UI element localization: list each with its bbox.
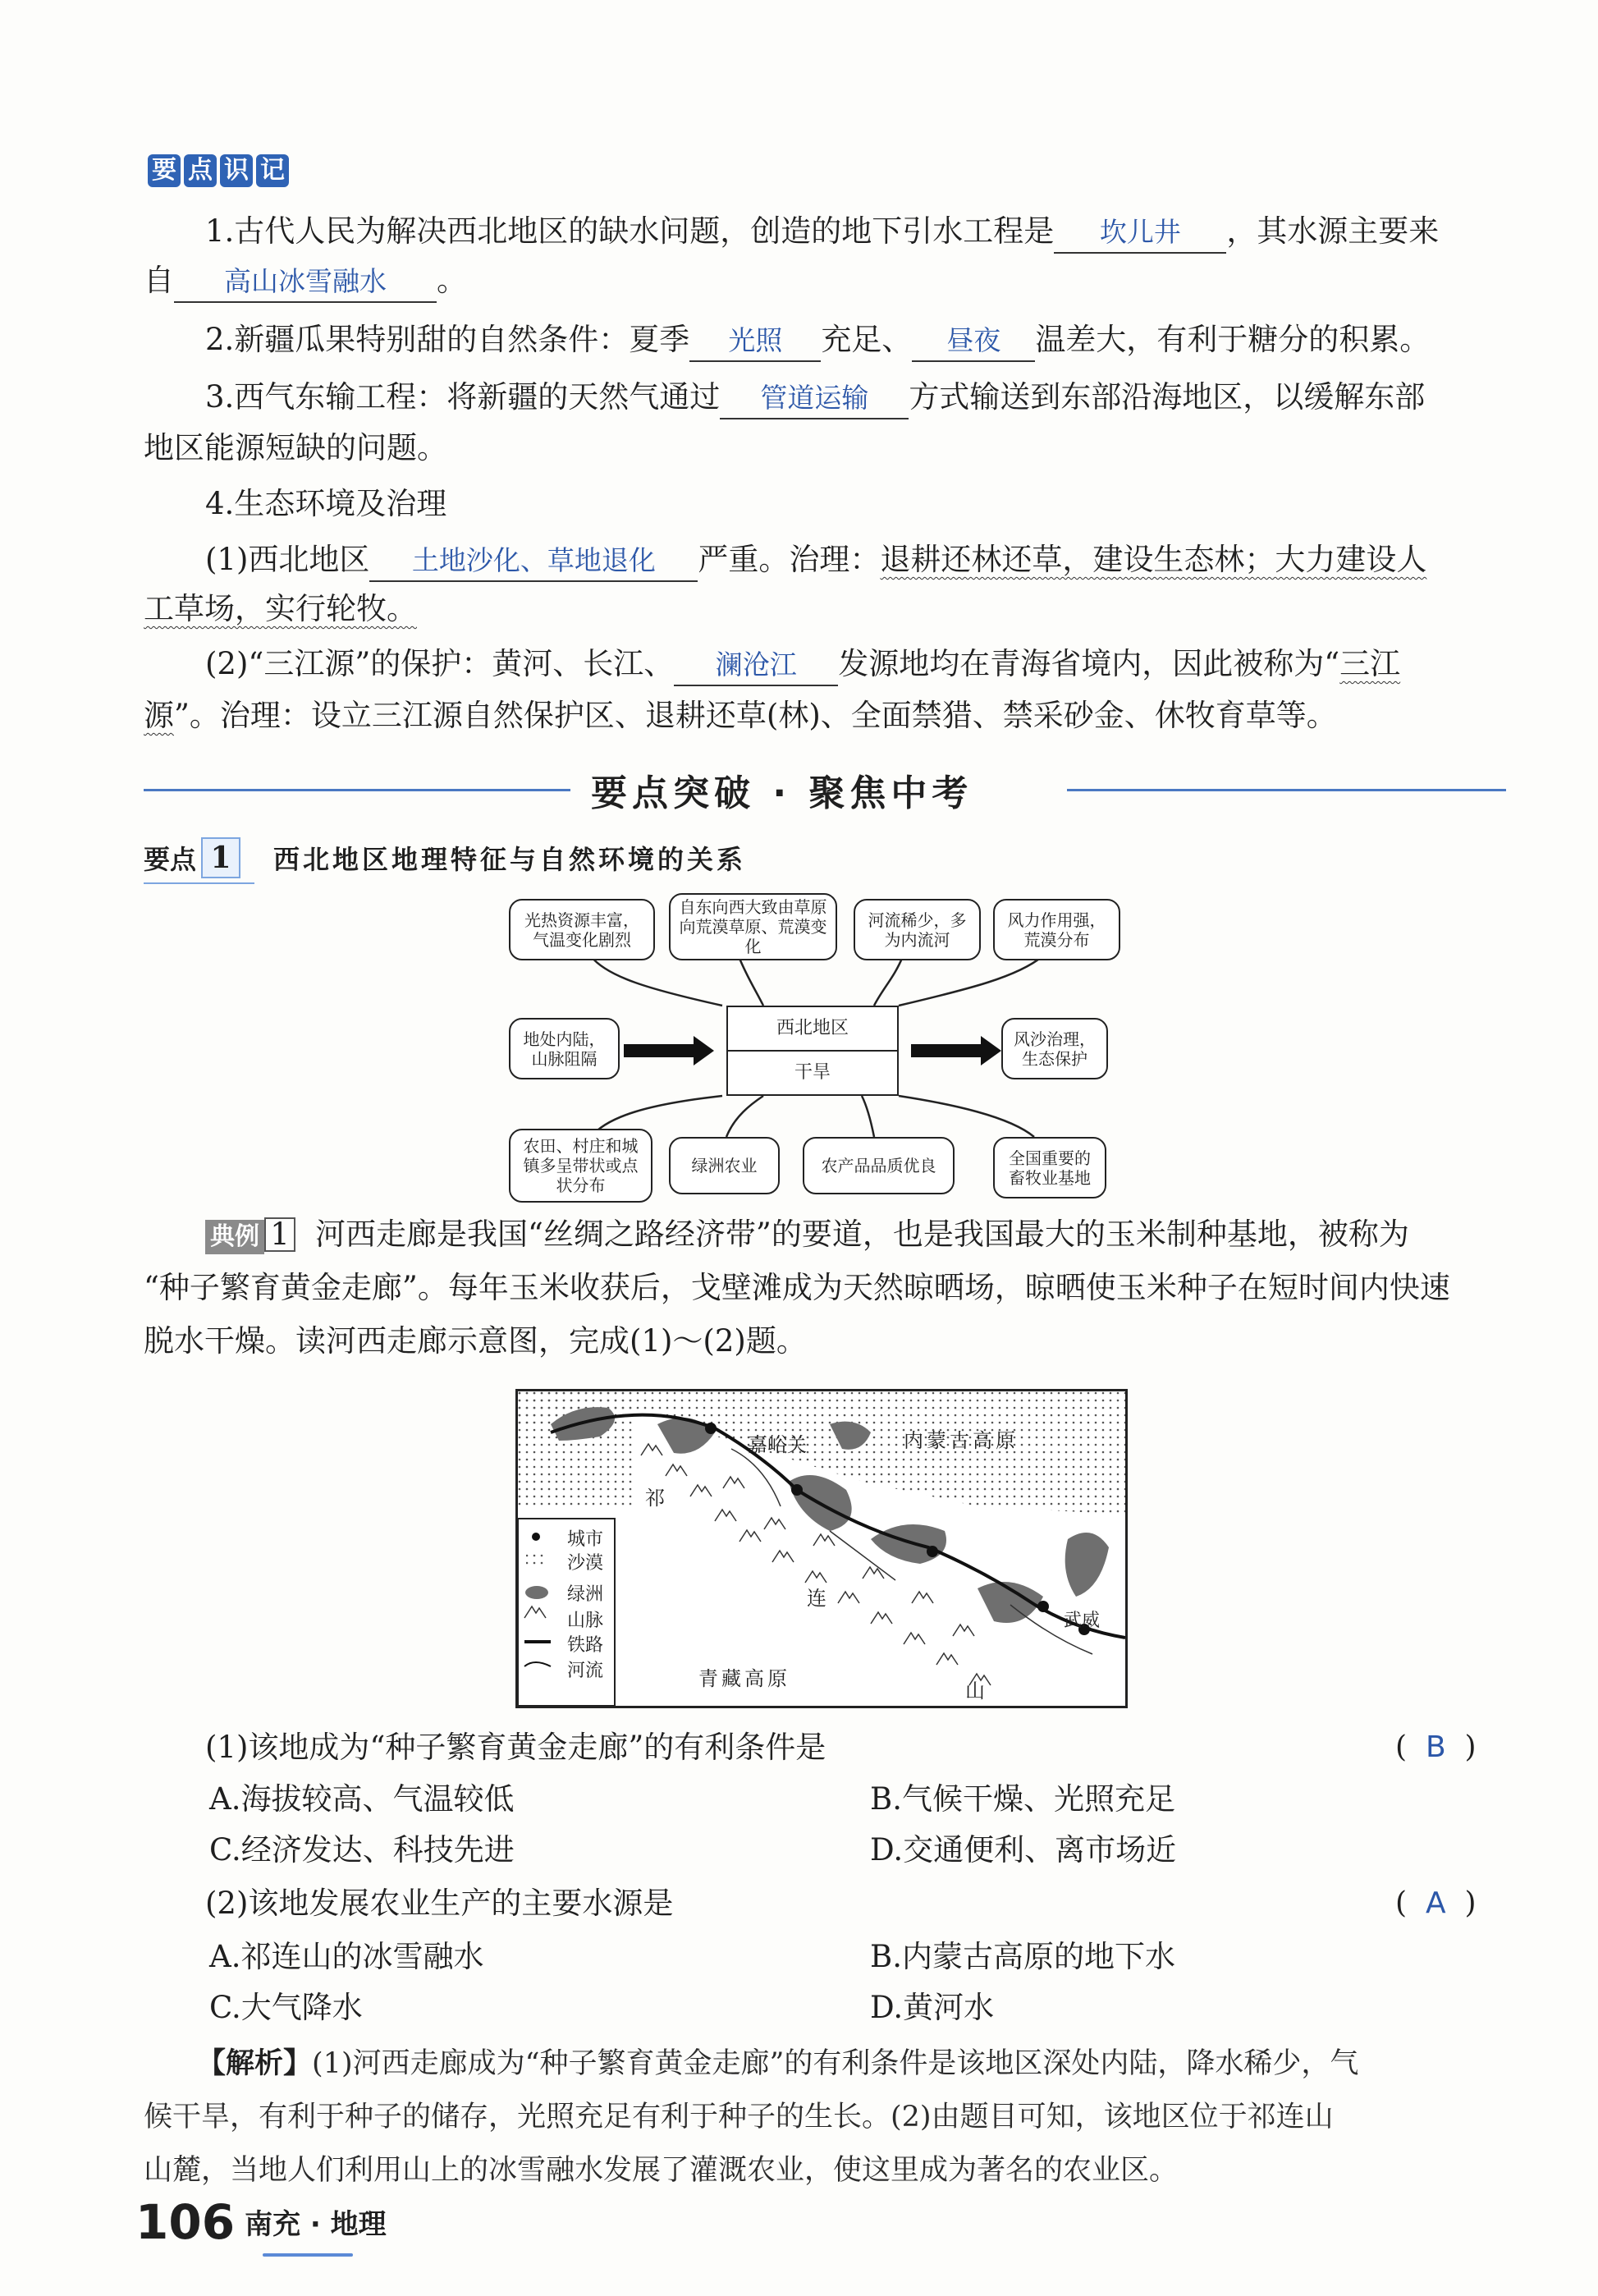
option: B.内蒙古高原的地下水 [870,1939,1175,1974]
option: B.气候干燥、光照充足 [870,1781,1175,1817]
page-footer [135,2196,387,2248]
connector [862,1096,874,1137]
analysis-line-3: 山麓，当地人们利用山上的冰雪融水发展了灌溉农业，使这里成为著名的农业区。 [144,2154,1179,2187]
diagram-node: 农产品品质优良 [803,1137,955,1194]
legend-desert-symbol [526,1552,547,1567]
footer-text: 南充 · 地理 [245,2208,387,2241]
connector [874,956,903,1006]
answer-blank: 坎儿井 [1054,213,1226,254]
analysis-tag: 【解析】 [197,2047,313,2080]
diagram-node: 河流稀少，多为内流河 [854,899,981,960]
answer-blank: 光照 [689,321,821,362]
item-4-p1-line-1: (1)西北地区 土地沙化、草地退化 严重。治理：退耕还林还草，建设生态林；大力建设人 [205,540,1426,582]
item-4-p2-line-1: (2)“三江源”的保护：黄河、长江、 澜沧江 发源地均在青海省境内，因此被称为“三江 [205,644,1400,686]
legend-label: 铁路 [567,1635,604,1656]
connector [899,1096,1034,1137]
arrow-right-icon [911,1036,1001,1066]
option: C.大气降水 [209,1990,363,2025]
option: A.祁连山的冰雪融水 [209,1939,484,1974]
item-3-line-1: 3.西气东输工程：将新疆的天然气通过 管道运输 方式输送到东部沿海地区，以缓解东部 [205,378,1425,419]
diagram-node: 全国重要的畜牧业基地 [993,1137,1106,1198]
map-label: 内蒙古高原 [904,1429,1019,1452]
example-line-3: 脱水干燥。读河西走廊示意图，完成(1)～(2)题。 [144,1323,807,1359]
analysis-line-1: 【解析】(1)河西走廊成为“种子繁育黄金走廊”的有利条件是该地区深处内陆，降水稀少，气 [197,2047,1359,2080]
tag-char: 识 [220,154,253,187]
footer-underline [263,2253,353,2257]
diagram-node: 自东向西大致由草原向荒漠草原、荒漠变化 [669,893,837,960]
example-line-1: 典例 1 河西走廊是我国“丝绸之路经济带”的要道，也是我国最大的玉米制种基地，被称为 [205,1215,1409,1254]
item-1-line-2: 自 高山冰雪融水 。 [144,261,467,303]
diagram-node: 光热资源丰富，气温变化剧烈 [509,899,655,960]
center-bottom: 干旱 [794,1062,831,1083]
item-4-title: 4.生态环境及治理 [205,486,447,521]
map-label: 嘉峪关 [748,1433,807,1456]
map-label: 武威 [1064,1611,1101,1631]
item-4-p1-line-2: 工草场，实行轮牧。 [144,591,417,626]
option: D.交通便利、离市场近 [870,1832,1177,1868]
connector [739,956,763,1006]
diagram-node: 农田、村庄和城镇多呈带状或点状分布 [509,1129,652,1203]
option: A.海拔较高、气温较低 [209,1781,515,1817]
example-tag: 典例 [205,1220,264,1254]
desert-area [518,1391,633,1506]
diagram-center [726,1006,899,1096]
example-number: 1 [264,1217,295,1252]
question-1-stem: (1)该地成为“种子繁育黄金走廊”的有利条件是 [205,1730,826,1765]
question-2-stem: (2)该地发展农业生产的主要水源是 [205,1886,674,1921]
tag-char: 要 [148,154,181,187]
legend-oasis-symbol [525,1586,548,1599]
map-label: 青藏高原 [698,1667,790,1690]
question-1-answer: ( B ) [1395,1730,1477,1764]
item-1-line-1: 1.古代人民为解决西北地区的缺水问题，创造的地下引水工程是 坎儿井 ，其水源主要来 [205,212,1439,254]
point-number: 1 [201,837,240,878]
legend-label: 绿洲 [567,1584,604,1605]
item-3-line-2: 地区能源短缺的问题。 [144,430,447,465]
answer-blank: 管道运输 [720,378,909,419]
answer-blank: 土地沙化、草地退化 [369,541,698,582]
legend-label: 城市 [567,1529,604,1550]
diagram-node: 风力作用强，荒漠分布 [993,899,1120,960]
answer-blank: 昼夜 [912,321,1035,362]
diagram-node: 地处内陆，山脉阻隔 [509,1018,620,1079]
diagram-node: 绿洲农业 [669,1137,780,1194]
option: C.经济发达、科技先进 [209,1832,515,1868]
item-4-p2-line-2: 源”。治理：设立三江源自然保护区、退耕还草(林)、全面禁猎、禁采砂金、休牧育草等。 [144,698,1337,733]
center-top: 西北地区 [728,1007,897,1052]
connector [591,956,722,1006]
answer-blank: 澜沧江 [674,645,838,686]
example-line-2: “种子繁育黄金走廊”。每年玉米收获后，戈壁滩成为天然晾晒场，晾晒使玉米种子在短时间内快速 [144,1270,1450,1305]
page-number: 106 [135,2194,236,2250]
map-label: 连 [807,1587,826,1610]
connector [726,1096,763,1137]
connector [899,956,1042,1006]
arrow-left-icon [624,1036,714,1066]
question-2-answer: ( A ) [1395,1886,1477,1920]
item-2-line: 2.新疆瓜果特别甜的自然条件：夏季 光照 充足、 昼夜 温差大，有利于糖分的积累。 [205,320,1430,362]
legend-label: 山脉 [567,1611,604,1631]
diagram-node: 风沙治理，生态保护 [1001,1018,1108,1079]
tag-char: 点 [184,154,217,187]
map-graphic [518,1391,1125,1706]
legend-label: 河流 [567,1661,604,1681]
map-label: 祁 [645,1487,665,1510]
point-heading: 要点 1 西北地区地理特征与自然环境的关系 [144,837,746,878]
analysis-line-2: 候干旱，有利于种子的储存，光照充足有利于种子的生长。(2)由题目可知，该地区位于祁连山 [144,2101,1334,2133]
answer-blank: 高山冰雪融水 [174,262,437,303]
hexi-corridor-map [515,1389,1128,1708]
section-title: 要点突破 · 聚焦中考 [591,772,973,814]
legend-city-symbol [532,1533,540,1541]
legend-label: 沙漠 [567,1553,604,1574]
tag-char: 记 [256,154,289,187]
map-label: 山 [965,1680,985,1703]
option: D.黄河水 [870,1990,995,2025]
